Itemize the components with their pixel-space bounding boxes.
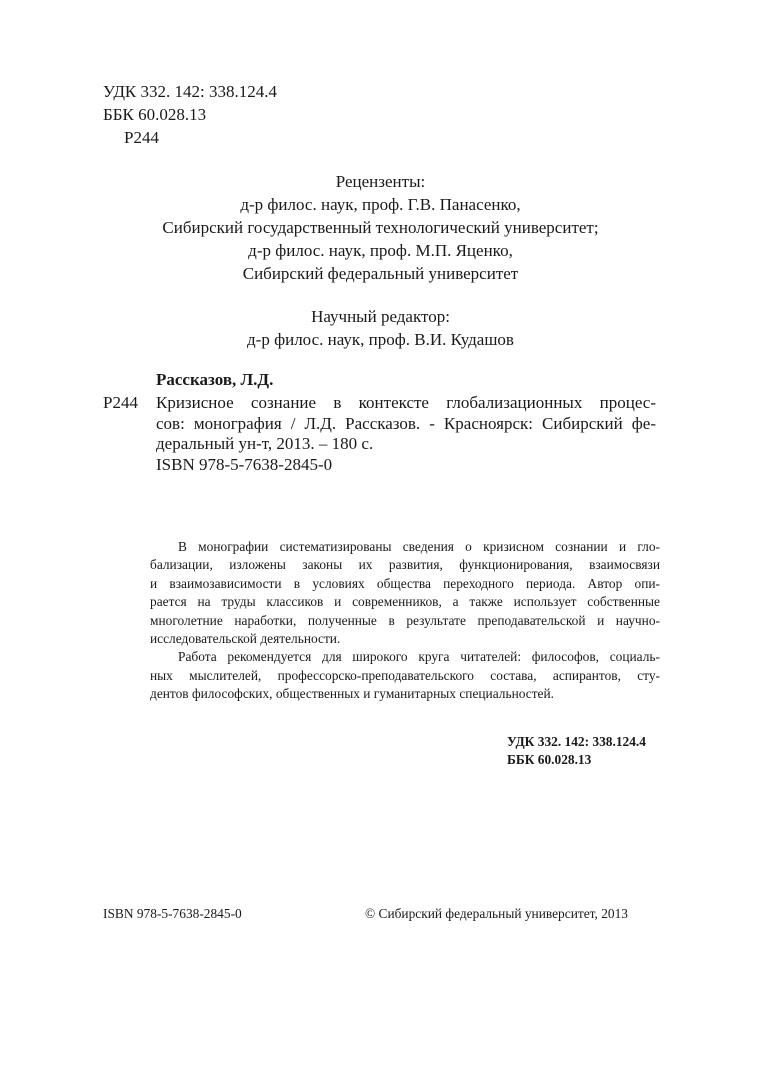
catalog-line: деральный ун-т, 2013. – 180 с. xyxy=(156,434,374,453)
footer-isbn: ISBN 978-5-7638-2845-0 xyxy=(103,906,242,921)
editor-name: д-р филос. наук, проф. В.И. Кудашов xyxy=(247,330,514,349)
editor-title: Научный редактор: xyxy=(311,307,450,326)
abstract-line: рается на труды классиков и современников, а также использует собственные xyxy=(150,594,660,610)
abstract xyxy=(150,538,660,704)
reviewer-1-affiliation: Сибирский государственный технологический университет; xyxy=(162,218,599,237)
udk-header: УДК 332. 142: 338.124.4 xyxy=(103,82,277,101)
catalog-isbn: ISBN 978-5-7638-2845-0 xyxy=(156,454,333,474)
reviewer-1-name: д-р филос. наук, проф. Г.В. Панасенко, xyxy=(240,195,521,214)
catalog-line: сов: монография / Л.Д. Рассказов. - Красноярск: Сибирский фе- xyxy=(156,413,656,433)
abstract-line: бализации, изложены законы их развития, функционирования, взаимосвязи xyxy=(150,557,660,573)
reviewer-2-affiliation: Сибирский федеральный университет xyxy=(242,264,519,283)
footer-copyright: © Сибирский федеральный университет, 2013 xyxy=(365,906,628,921)
reviewer-2-name: д-р филос. наук, проф. М.П. Яценко, xyxy=(248,241,513,260)
author-mark-header: Р244 xyxy=(124,128,159,147)
catalog-line: Кризисное сознание в контексте глобализационных процес- xyxy=(156,393,656,412)
abstract-line: исследовательской деятельности. xyxy=(150,631,341,647)
abstract-line: многолетние наработки, полученные в результате преподавательской и научно- xyxy=(150,612,660,628)
catalog-author: Рассказов, Л.Д. xyxy=(156,370,274,389)
abstract-line: дентов философских, общественных и гуманитарных специальностей. xyxy=(150,686,555,702)
abstract-line: Работа рекомендуется для широкого круга читателей: философов, социаль- xyxy=(178,649,660,665)
abstract-line: ных мыслителей, профессорско-преподавательского состава, аспирантов, сту- xyxy=(150,667,660,683)
abstract-line: и взаимозависимости в условиях общества переходного периода. Автор опи- xyxy=(150,575,660,591)
catalog-description xyxy=(156,393,656,475)
reviewers-title: Рецензенты: xyxy=(335,172,426,191)
abstract-line: В монографии систематизированы сведения о кризисном сознании и гло- xyxy=(178,539,660,554)
udk-classification: УДК 332. 142: 338.124.4 xyxy=(507,734,646,749)
catalog-author-mark: Р244 xyxy=(103,393,138,412)
bbk-header: ББК 60.028.13 xyxy=(103,105,207,124)
bbk-classification: ББК 60.028.13 xyxy=(507,752,592,767)
